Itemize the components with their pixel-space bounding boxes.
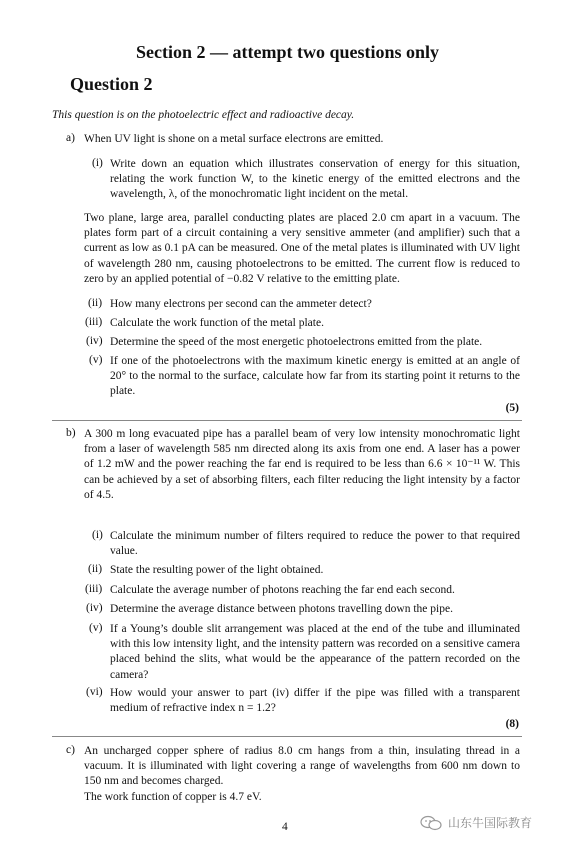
divider xyxy=(52,736,522,737)
part-a-item-label: (iii) xyxy=(85,316,103,328)
part-a-label: a) xyxy=(66,132,75,144)
page-number: 4 xyxy=(282,821,288,833)
part-a-item-text: If one of the photoelectrons with the maximum kinetic energy is emitted at an angle of 20° to the normal to the surface, calculate how far from its starting point it returns to the plate. xyxy=(110,355,520,398)
part-b-stem: A 300 m long evacuated pipe has a parallel beam of very low intensity monochromatic light from a laser of wavelength 585 nm directed along its axis from one end. A laser has a power of 1.2 mW and the power reaching the far end is required to be less than 6.6 × 10⁻¹¹ W. This can be achieved by a set of absorbing filters, each filter reducing the light intensity by a factor of 4.5. xyxy=(84,428,520,501)
part-b-item-label: (ii) xyxy=(88,563,103,575)
question-title: Question 2 xyxy=(70,74,153,94)
chat-bubble-icon xyxy=(420,815,442,831)
part-a-item-text: How many electrons per second can the ammeter detect? xyxy=(110,298,372,310)
part-a-item-text: Determine the speed of the most energetic photoelectrons emitted from the plate. xyxy=(110,336,483,348)
part-a-item-label: (v) xyxy=(89,354,103,366)
part-b-marks: (8) xyxy=(505,718,519,730)
part-b-item-label: (v) xyxy=(89,622,103,634)
part-a-marks: (5) xyxy=(505,402,519,414)
part-b-item-label: (iii) xyxy=(85,583,103,595)
part-b-item-text: State the resulting power of the light obtained. xyxy=(110,564,324,576)
part-b-item-label: (vi) xyxy=(86,686,103,698)
part-a-i-text: Write down an equation which illustrates conservation of energy for this situation, relating the work function W, to the kinetic energy of the emitted electrons and the wavelength, λ, of the monochromatic light incident on the metal. xyxy=(110,158,520,201)
part-a-paragraph: Two plane, large area, parallel conducting plates are placed 2.0 cm apart in a vacuum. The plates form part of a circuit containing a very sensitive ammeter (and amplifier) such that a current as low as 0.1 pA can be measured. One of the metal plates is illuminated with UV light of wavelength 280 nm, causing photoelectrons to be emitted. The current flow is reduced to zero by an applied potential of −0.82 V relative to the emitting plate. xyxy=(84,212,520,285)
part-a-item-label: (iv) xyxy=(86,335,103,347)
part-b-item-text: Determine the average distance between photons travelling down the pipe. xyxy=(110,603,453,615)
part-b-item-text: Calculate the average number of photons reaching the far end each second. xyxy=(110,584,455,596)
part-a-item-label: (ii) xyxy=(88,297,103,309)
part-a-stem: When UV light is shone on a metal surface electrons are emitted. xyxy=(84,133,384,145)
part-a-item-text: Calculate the work function of the metal plate. xyxy=(110,317,324,329)
part-c-stem: An uncharged copper sphere of radius 8.0 cm hangs from a thin, insulating thread in a vacuum. It is illuminated with light covering a range of wavelengths from 600 nm down to 150 nm and becomes charged. xyxy=(84,745,520,788)
watermark-text: 山东牛国际教育 xyxy=(448,816,533,830)
part-c-label: c) xyxy=(66,744,75,756)
part-b-item-text: Calculate the minimum number of filters required to reduce the power to that required value. xyxy=(110,530,520,558)
part-b-item-text: How would your answer to part (iv) differ if the pipe was filled with a transparent medium of refractive index n = 1.2? xyxy=(110,687,520,715)
part-b-item-text: If a Young’s double slit arrangement was placed at the end of the tube and illuminated with this low intensity light, and the intensity pattern was recorded on a sensitive camera placed behind the slits, what would be the appearance of the pattern recorded on the camera? xyxy=(110,623,520,681)
question-intro: This question is on the photoelectric effect and radioactive decay. xyxy=(52,109,355,121)
part-c-work-function: The work function of copper is 4.7 eV. xyxy=(84,791,262,803)
watermark xyxy=(420,814,532,831)
divider xyxy=(52,420,522,421)
part-b-label: b) xyxy=(66,427,76,439)
part-b-item-label: (iv) xyxy=(86,602,103,614)
part-a-i-label: (i) xyxy=(92,157,103,169)
section-title: Section 2 — attempt two questions only xyxy=(135,42,439,62)
part-b-item-label: (i) xyxy=(92,529,103,541)
